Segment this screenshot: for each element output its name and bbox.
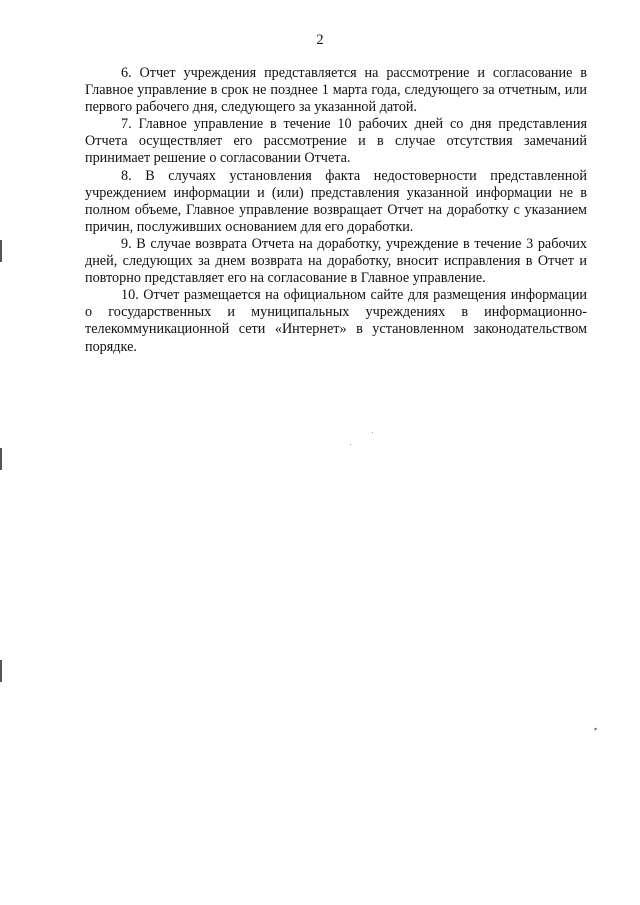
scan-speck xyxy=(350,444,351,445)
scan-edge-mark xyxy=(0,448,2,470)
scan-speck xyxy=(594,727,598,730)
document-body xyxy=(85,65,587,356)
page-number: 2 xyxy=(316,32,324,48)
scan-edge-mark xyxy=(0,240,2,262)
paragraph-6: 6. Отчет учреждения представляется на рассмотрение и согласование в Главное управление в срок не позднее 1 марта года, следующего за отчетным, или первого рабочего дня, следующего за указанной датой. xyxy=(85,65,587,116)
paragraph-8: 8. В случаях установления факта недостоверности представленной учреждением информации и (или) представления указанной информации не в полном объеме, Главное управление возвращает Отчет на доработку с указанием причин, послуживших основанием для его доработки. xyxy=(85,167,587,235)
paragraph-9: 9. В случае возврата Отчета на доработку, учреждение в течение 3 рабочих дней, следующих за днем возврата на доработку, вносит исправления в Отчет и повторно представляет его на согласование в Главное управление. xyxy=(85,235,587,287)
scan-speck xyxy=(372,432,373,433)
paragraph-7: 7. Главное управление в течение 10 рабочих дней со дня представления Отчета осуществляет его рассмотрение и в случае отсутствия замечаний принимает решение о согласовании Отчета. xyxy=(85,116,587,167)
paragraph-10: 10. Отчет размещается на официальном сайте для размещения информации о государственных и муниципальных учреждениях в информационно-телекоммуникационной сети «Интернет» в установленном законодательством порядке. xyxy=(85,287,587,355)
scan-edge-mark xyxy=(0,660,2,682)
